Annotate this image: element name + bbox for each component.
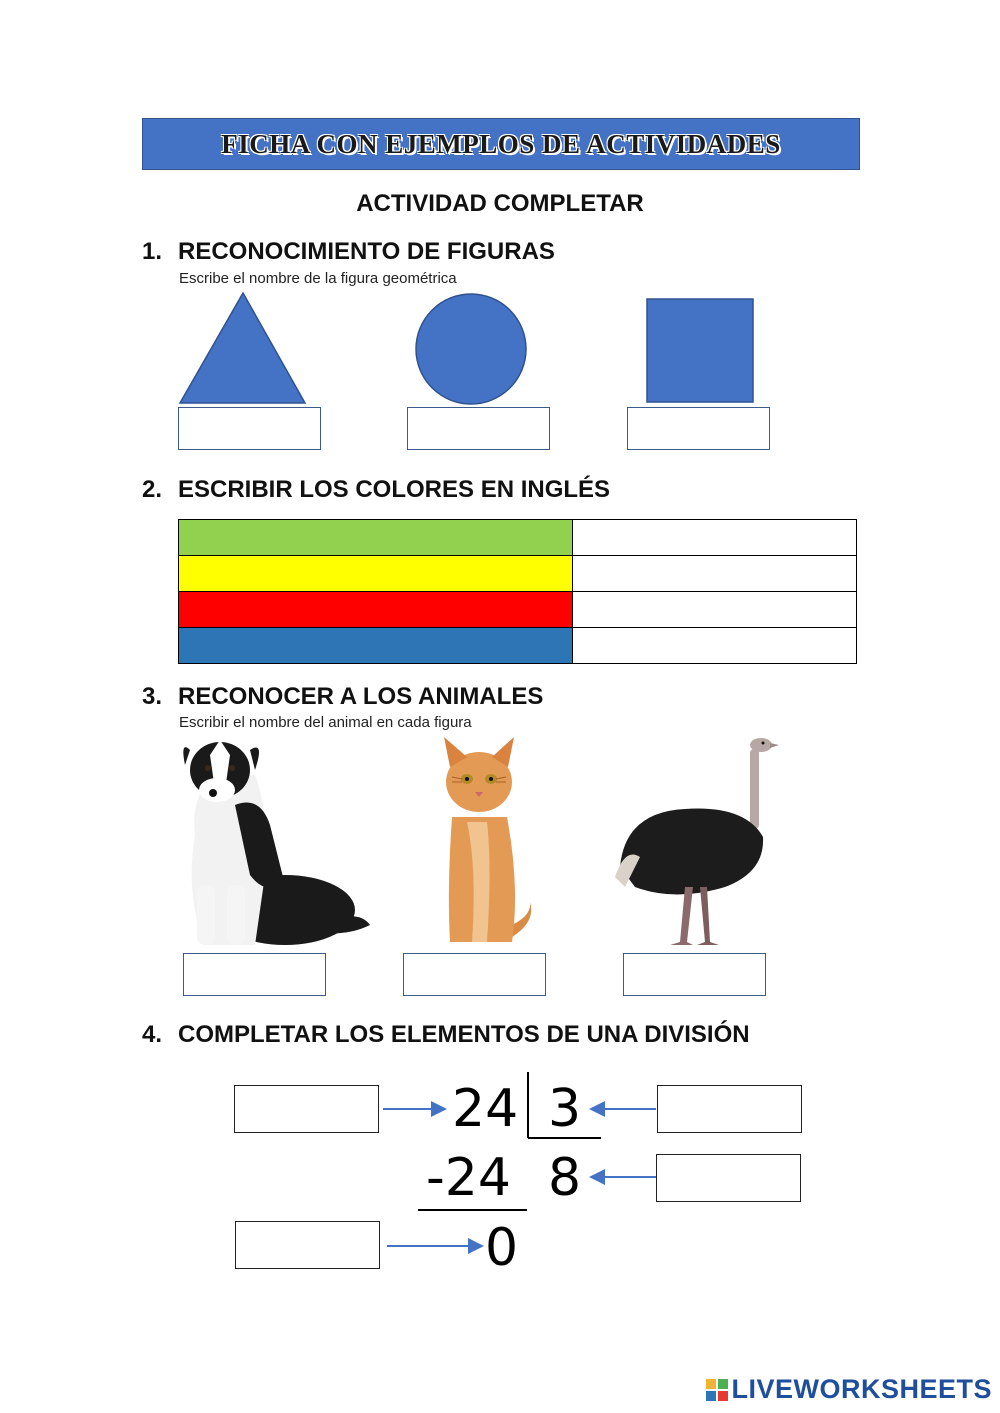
section-3-title: RECONOCER A LOS ANIMALES xyxy=(178,683,544,710)
color-row-green xyxy=(179,520,857,556)
square-shape xyxy=(647,299,753,402)
liveworksheets-logo-icon xyxy=(706,1379,728,1401)
section-1-instruction: Escribe el nombre de la figura geométrica xyxy=(179,270,457,287)
section-3-number: 3. xyxy=(142,683,163,710)
remainder-value: 0 xyxy=(485,1218,519,1278)
activity-title: ACTIVIDAD COMPLETAR xyxy=(356,190,644,217)
section-4-title: COMPLETAR LOS ELEMENTOS DE UNA DIVISIÓN xyxy=(178,1021,750,1048)
square-answer-input[interactable] xyxy=(627,407,770,450)
footer-brand-text: LIVEWORKSHEETS xyxy=(731,1374,992,1404)
divisor-label-input[interactable] xyxy=(657,1085,802,1133)
circle-shape xyxy=(416,294,526,404)
remainder-label-input[interactable] xyxy=(235,1221,380,1269)
cat-answer-input[interactable] xyxy=(403,953,546,996)
red-swatch xyxy=(179,592,573,628)
worksheet-title: FICHA CON EJEMPLOS DE ACTIVIDADES xyxy=(221,128,781,159)
color-row-red xyxy=(179,592,857,628)
dividend-value: 24 xyxy=(452,1079,519,1139)
yellow-swatch xyxy=(179,556,573,592)
section-2-heading xyxy=(142,476,610,504)
quotient-value: 8 xyxy=(548,1148,582,1208)
yellow-answer-cell[interactable] xyxy=(573,556,857,592)
section-1-title: RECONOCIMIENTO DE FIGURAS xyxy=(178,238,555,265)
dividend-label-input[interactable] xyxy=(234,1085,379,1133)
triangle-answer-input[interactable] xyxy=(178,407,321,450)
section-3-heading xyxy=(142,683,543,711)
subtraction-value: -24 xyxy=(426,1148,511,1208)
section-4-heading xyxy=(142,1021,750,1049)
section-2-number: 2. xyxy=(142,476,163,503)
section-4-number: 4. xyxy=(142,1021,163,1048)
quotient-label-input[interactable] xyxy=(656,1154,801,1202)
ostrich-image xyxy=(615,737,780,950)
circle-answer-input[interactable] xyxy=(407,407,550,450)
ostrich-answer-input[interactable] xyxy=(623,953,766,996)
footer-brand[interactable] xyxy=(706,1374,992,1405)
dog-answer-input[interactable] xyxy=(183,953,326,996)
red-answer-cell[interactable] xyxy=(573,592,857,628)
colors-table xyxy=(178,519,857,664)
triangle-shape xyxy=(180,293,305,403)
color-row-blue xyxy=(179,628,857,664)
blue-answer-cell[interactable] xyxy=(573,628,857,664)
section-1-number: 1. xyxy=(142,238,163,265)
divisor-value: 3 xyxy=(548,1079,582,1139)
cat-image xyxy=(432,737,542,950)
green-answer-cell[interactable] xyxy=(573,520,857,556)
section-3-instruction: Escribir el nombre del animal en cada figura xyxy=(179,714,472,731)
shapes-canvas xyxy=(0,0,1000,420)
section-2-title: ESCRIBIR LOS COLORES EN INGLÉS xyxy=(178,476,611,503)
blue-swatch xyxy=(179,628,573,664)
dog-image xyxy=(175,735,375,950)
color-row-yellow xyxy=(179,556,857,592)
green-swatch xyxy=(179,520,573,556)
